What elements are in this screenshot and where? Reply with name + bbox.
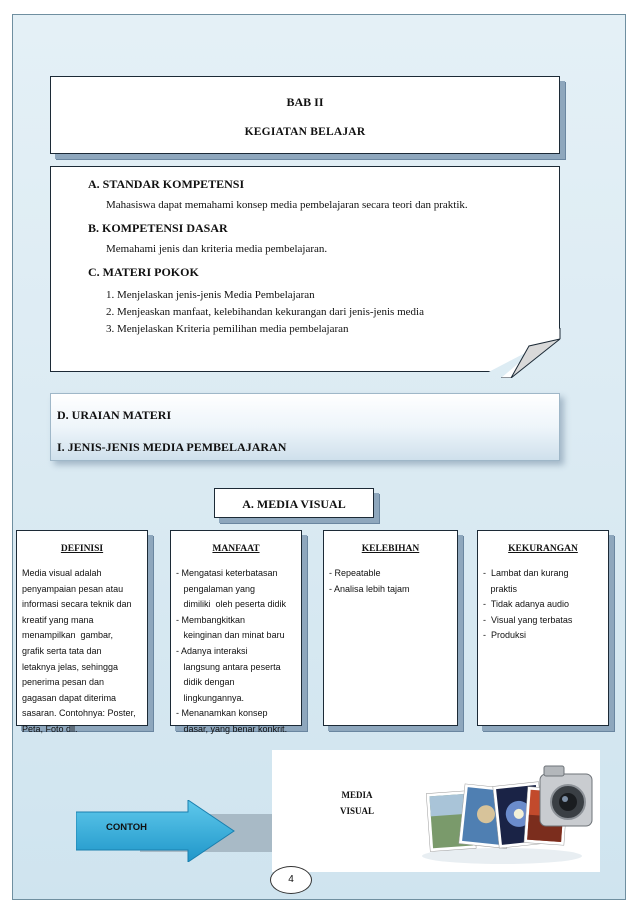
column-line: informasi secara teknik dan: [22, 599, 132, 610]
kekurangan-column: [477, 530, 609, 726]
column-line: dasar, yang benar konkrit.: [176, 723, 288, 734]
column-line: pengalaman yang: [176, 583, 256, 594]
media-visual-caption-line2: VISUAL: [339, 806, 374, 816]
column-line: menampilkan gambar,: [22, 630, 114, 641]
column-line: kreatif yang mana: [22, 614, 94, 625]
materi-pokok-heading: C. MATERI POKOK: [88, 265, 199, 279]
page-fold-icon: [501, 328, 565, 378]
media-visual-label: A. MEDIA VISUAL: [214, 488, 374, 518]
kelebihan-body: [324, 554, 457, 597]
page-number: 4: [270, 866, 312, 894]
uraian-materi-heading: D. URAIAN MATERI: [57, 408, 172, 422]
chapter-title-box: [50, 76, 560, 154]
materi-pokok-item: 1. Menjelaskan jenis-jenis Media Pembelajaran: [106, 289, 315, 301]
column-line: dimiliki oleh peserta didik: [176, 599, 287, 610]
kompetensi-dasar-text: Memahami jenis dan kriteria media pembelajaran.: [106, 243, 328, 255]
column-line: - Visual yang terbatas: [483, 614, 573, 625]
standar-kompetensi-text: Mahasiswa dapat memahami konsep media pembelajaran secara teori dan praktik.: [106, 199, 468, 211]
column-line: - Tidak adanya audio: [483, 599, 570, 610]
column-line: gagasan dapat diterima: [22, 692, 117, 703]
column-line: keinginan dan minat baru: [176, 630, 285, 641]
column-line: - Lambat dan kurang: [483, 568, 569, 578]
column-line: didik dengan: [176, 677, 235, 688]
contoh-label: CONTOH: [106, 822, 147, 833]
column-line: - Adanya interaksi: [176, 645, 248, 656]
kelebihan-column: [323, 530, 458, 726]
column-line: - Membangkitkan: [176, 614, 246, 625]
materi-pokok-item: 3. Menjelaskan Kriteria pemilihan media pembelajaran: [106, 323, 349, 335]
definisi-header: DEFINISI: [60, 544, 104, 554]
uraian-materi-banner: [50, 393, 560, 461]
media-visual-panel: [272, 750, 600, 872]
column-line: - Mengatasi keterbatasan: [176, 568, 278, 578]
column-line: praktis: [483, 583, 518, 594]
standar-kompetensi-heading: A. STANDAR KOMPETENSI: [88, 177, 245, 191]
kelebihan-header: KELEBIHAN: [361, 544, 420, 554]
manfaat-body: [171, 554, 301, 738]
column-line: lingkungannya.: [176, 692, 245, 703]
materi-pokok-item: 2. Menjeaskan manfaat, kelebihandan kekurangan dari jenis-jenis media: [106, 306, 424, 318]
arrow-right-icon: [76, 800, 236, 862]
jenis-media-heading: I. JENIS-JENIS MEDIA PEMBELAJARAN: [57, 440, 287, 454]
column-line: grafik serta tata dan: [22, 645, 102, 656]
column-line: - Produksi: [483, 630, 527, 641]
column-line: Media visual adalah: [22, 568, 102, 578]
chapter-subtitle: KEGIATAN BELAJAR: [244, 126, 366, 138]
column-line: - Analisa lebih tajam: [329, 583, 410, 594]
column-line: letaknya jelas, sehingga: [22, 661, 119, 672]
chapter-title: BAB II: [286, 95, 324, 109]
kekurangan-header: KEKURANGAN: [508, 544, 578, 554]
media-visual-caption-line1: MEDIA: [341, 790, 373, 800]
column-line: sasaran. Contohnya: Poster,: [22, 708, 136, 719]
manfaat-column: [170, 530, 302, 734]
definisi-body: [17, 554, 147, 738]
column-line: langsung antara peserta: [176, 661, 281, 672]
column-line: Peta, Foto dll.: [22, 723, 78, 734]
kekurangan-body: [478, 554, 608, 644]
column-line: penerima pesan dan: [22, 677, 105, 688]
kompetensi-dasar-heading: B. KOMPETENSI DASAR: [88, 221, 228, 235]
definisi-column: [16, 530, 148, 734]
column-line: penyampaian pesan atau: [22, 583, 124, 594]
manfaat-header: MANFAAT: [212, 544, 260, 554]
column-line: - Menanamkan konsep: [176, 708, 268, 719]
photo-collage-image: [422, 756, 600, 868]
column-line: - Repeatable: [329, 568, 381, 578]
